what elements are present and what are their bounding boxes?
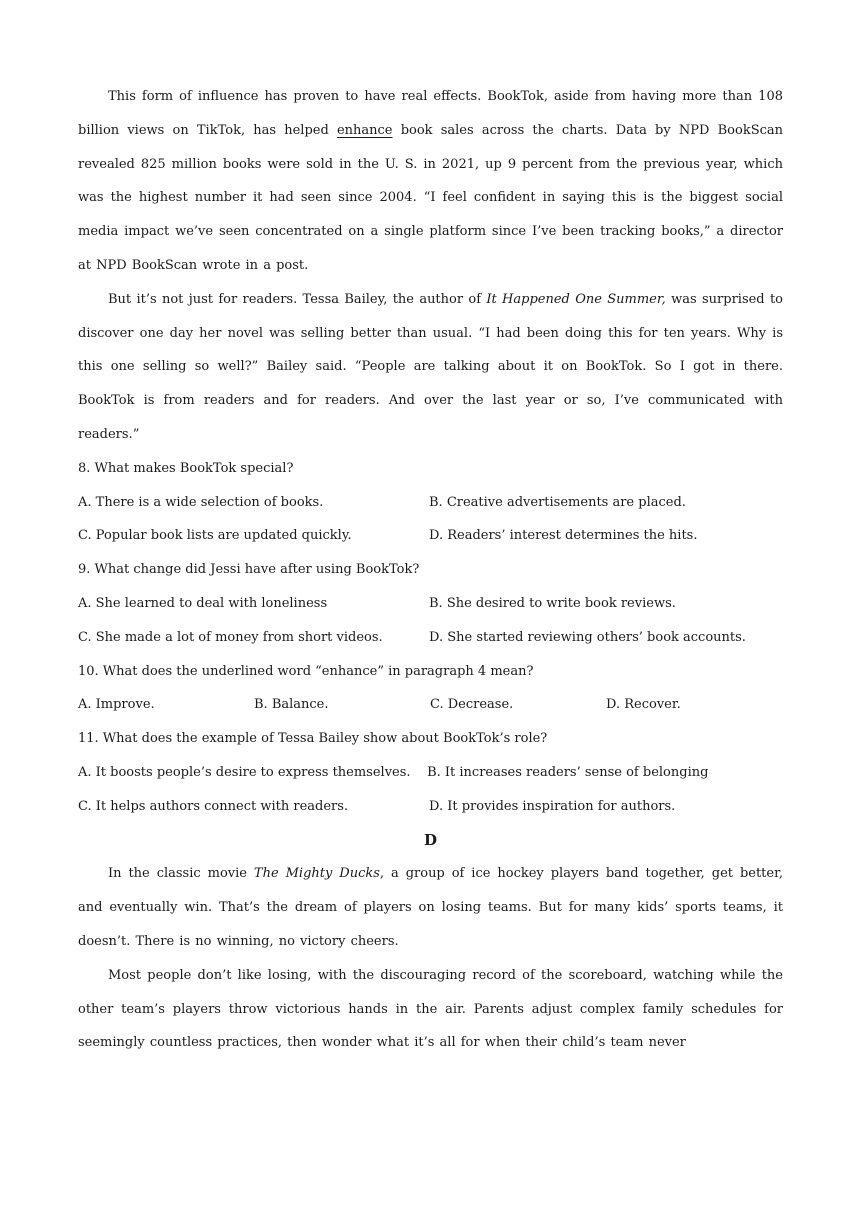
option-d: D. She started reviewing others’ book accounts. xyxy=(429,629,746,645)
book-title: It Happened One Summer, xyxy=(486,291,666,307)
option-a: A. There is a wide selection of books. xyxy=(78,494,324,510)
paragraph-text: book sales across the charts. Data by NPD BookScan revealed 825 million books were sold in the U. S. in 2021, up 9 percent from the previous year, which was the highest number it had seen since 2004. “I feel confident in saying this is the biggest social media impact we’ve seen concentrated on a single platform since I’ve been tracking books,” a director at NPD BookScan wrote in a post. xyxy=(78,122,784,273)
option-a: A. She learned to deal with loneliness xyxy=(78,595,328,611)
question-8-options-row-1 xyxy=(78,486,783,520)
passage-d-paragraph-2: Most people don’t like losing, with the discouraging record of the scoreboard, watching while the other team’s players throw victorious hands in the air. Parents adjust complex family schedules for seemingly countless practices, then wonder what it’s all for when their child’s team never xyxy=(78,967,783,1051)
option-b: B. Creative advertisements are placed. xyxy=(429,494,686,510)
option-c: C. Decrease. xyxy=(430,697,514,713)
option-b: B. She desired to write book reviews. xyxy=(429,595,676,611)
section-heading-d: D xyxy=(423,830,437,849)
option-a: A. It boosts people’s desire to express themselves. xyxy=(78,764,411,780)
option-b: B. Balance. xyxy=(254,697,329,713)
option-c: C. Popular book lists are updated quickly. xyxy=(78,528,352,544)
paragraph-text: In the classic movie xyxy=(108,866,254,882)
question-11-options-row-2 xyxy=(78,790,783,824)
question-10-options xyxy=(78,688,783,722)
paragraph-text: , a group of ice hockey players band together, get better, and eventually win. That’s the dream of players on losing teams. But for many kids’ sports teams, it doesn’t. There is no winning, no victory cheers. xyxy=(78,866,784,949)
question-9-options-row-2 xyxy=(78,621,783,655)
question-9-options-row-1 xyxy=(78,587,783,621)
option-c: C. She made a lot of money from short videos. xyxy=(78,629,383,645)
paragraph-text: But it’s not just for readers. Tessa Bailey, the author of xyxy=(108,291,487,307)
question-11-stem: 11. What does the example of Tessa Bailey show about BookTok’s role? xyxy=(78,731,548,747)
question-9-stem: 9. What change did Jessi have after using BookTok? xyxy=(78,562,420,578)
question-11-options-row-1 xyxy=(78,756,783,790)
passage-c-paragraph-4 xyxy=(78,80,783,283)
question-10-stem: 10. What does the underlined word “enhance” in paragraph 4 mean? xyxy=(78,663,534,679)
passage-c-paragraph-5 xyxy=(78,283,783,452)
question-8-options-row-2 xyxy=(78,519,783,553)
paragraph-text: was surprised to discover one day her novel was selling better than usual. “I had been doing this for ten years. Why is this one selling so well?” Bailey said. “People are talking about it on BookTok. So I got in there. BookTok is from readers and for readers. And over the last year or so, I’ve communicated with readers.” xyxy=(78,291,784,442)
passage-d-paragraph-1 xyxy=(78,857,783,958)
document-page xyxy=(78,80,783,1060)
movie-title: The Mighty Ducks xyxy=(253,866,380,882)
paragraph-text: This form of influence has proven to have real effects. BookTok, aside from having more than 108 billion views on TikTok, has helped xyxy=(78,89,783,138)
option-d: D. Recover. xyxy=(606,697,681,713)
option-d: D. Readers’ interest determines the hits. xyxy=(429,528,698,544)
option-c: C. It helps authors connect with readers. xyxy=(78,798,349,814)
option-d: D. It provides inspiration for authors. xyxy=(429,798,676,814)
question-8-stem: 8. What makes BookTok special? xyxy=(78,460,294,476)
option-b: B. It increases readers’ sense of belonging xyxy=(427,764,709,780)
underlined-word: enhance xyxy=(336,122,393,138)
option-a: A. Improve. xyxy=(78,697,155,713)
